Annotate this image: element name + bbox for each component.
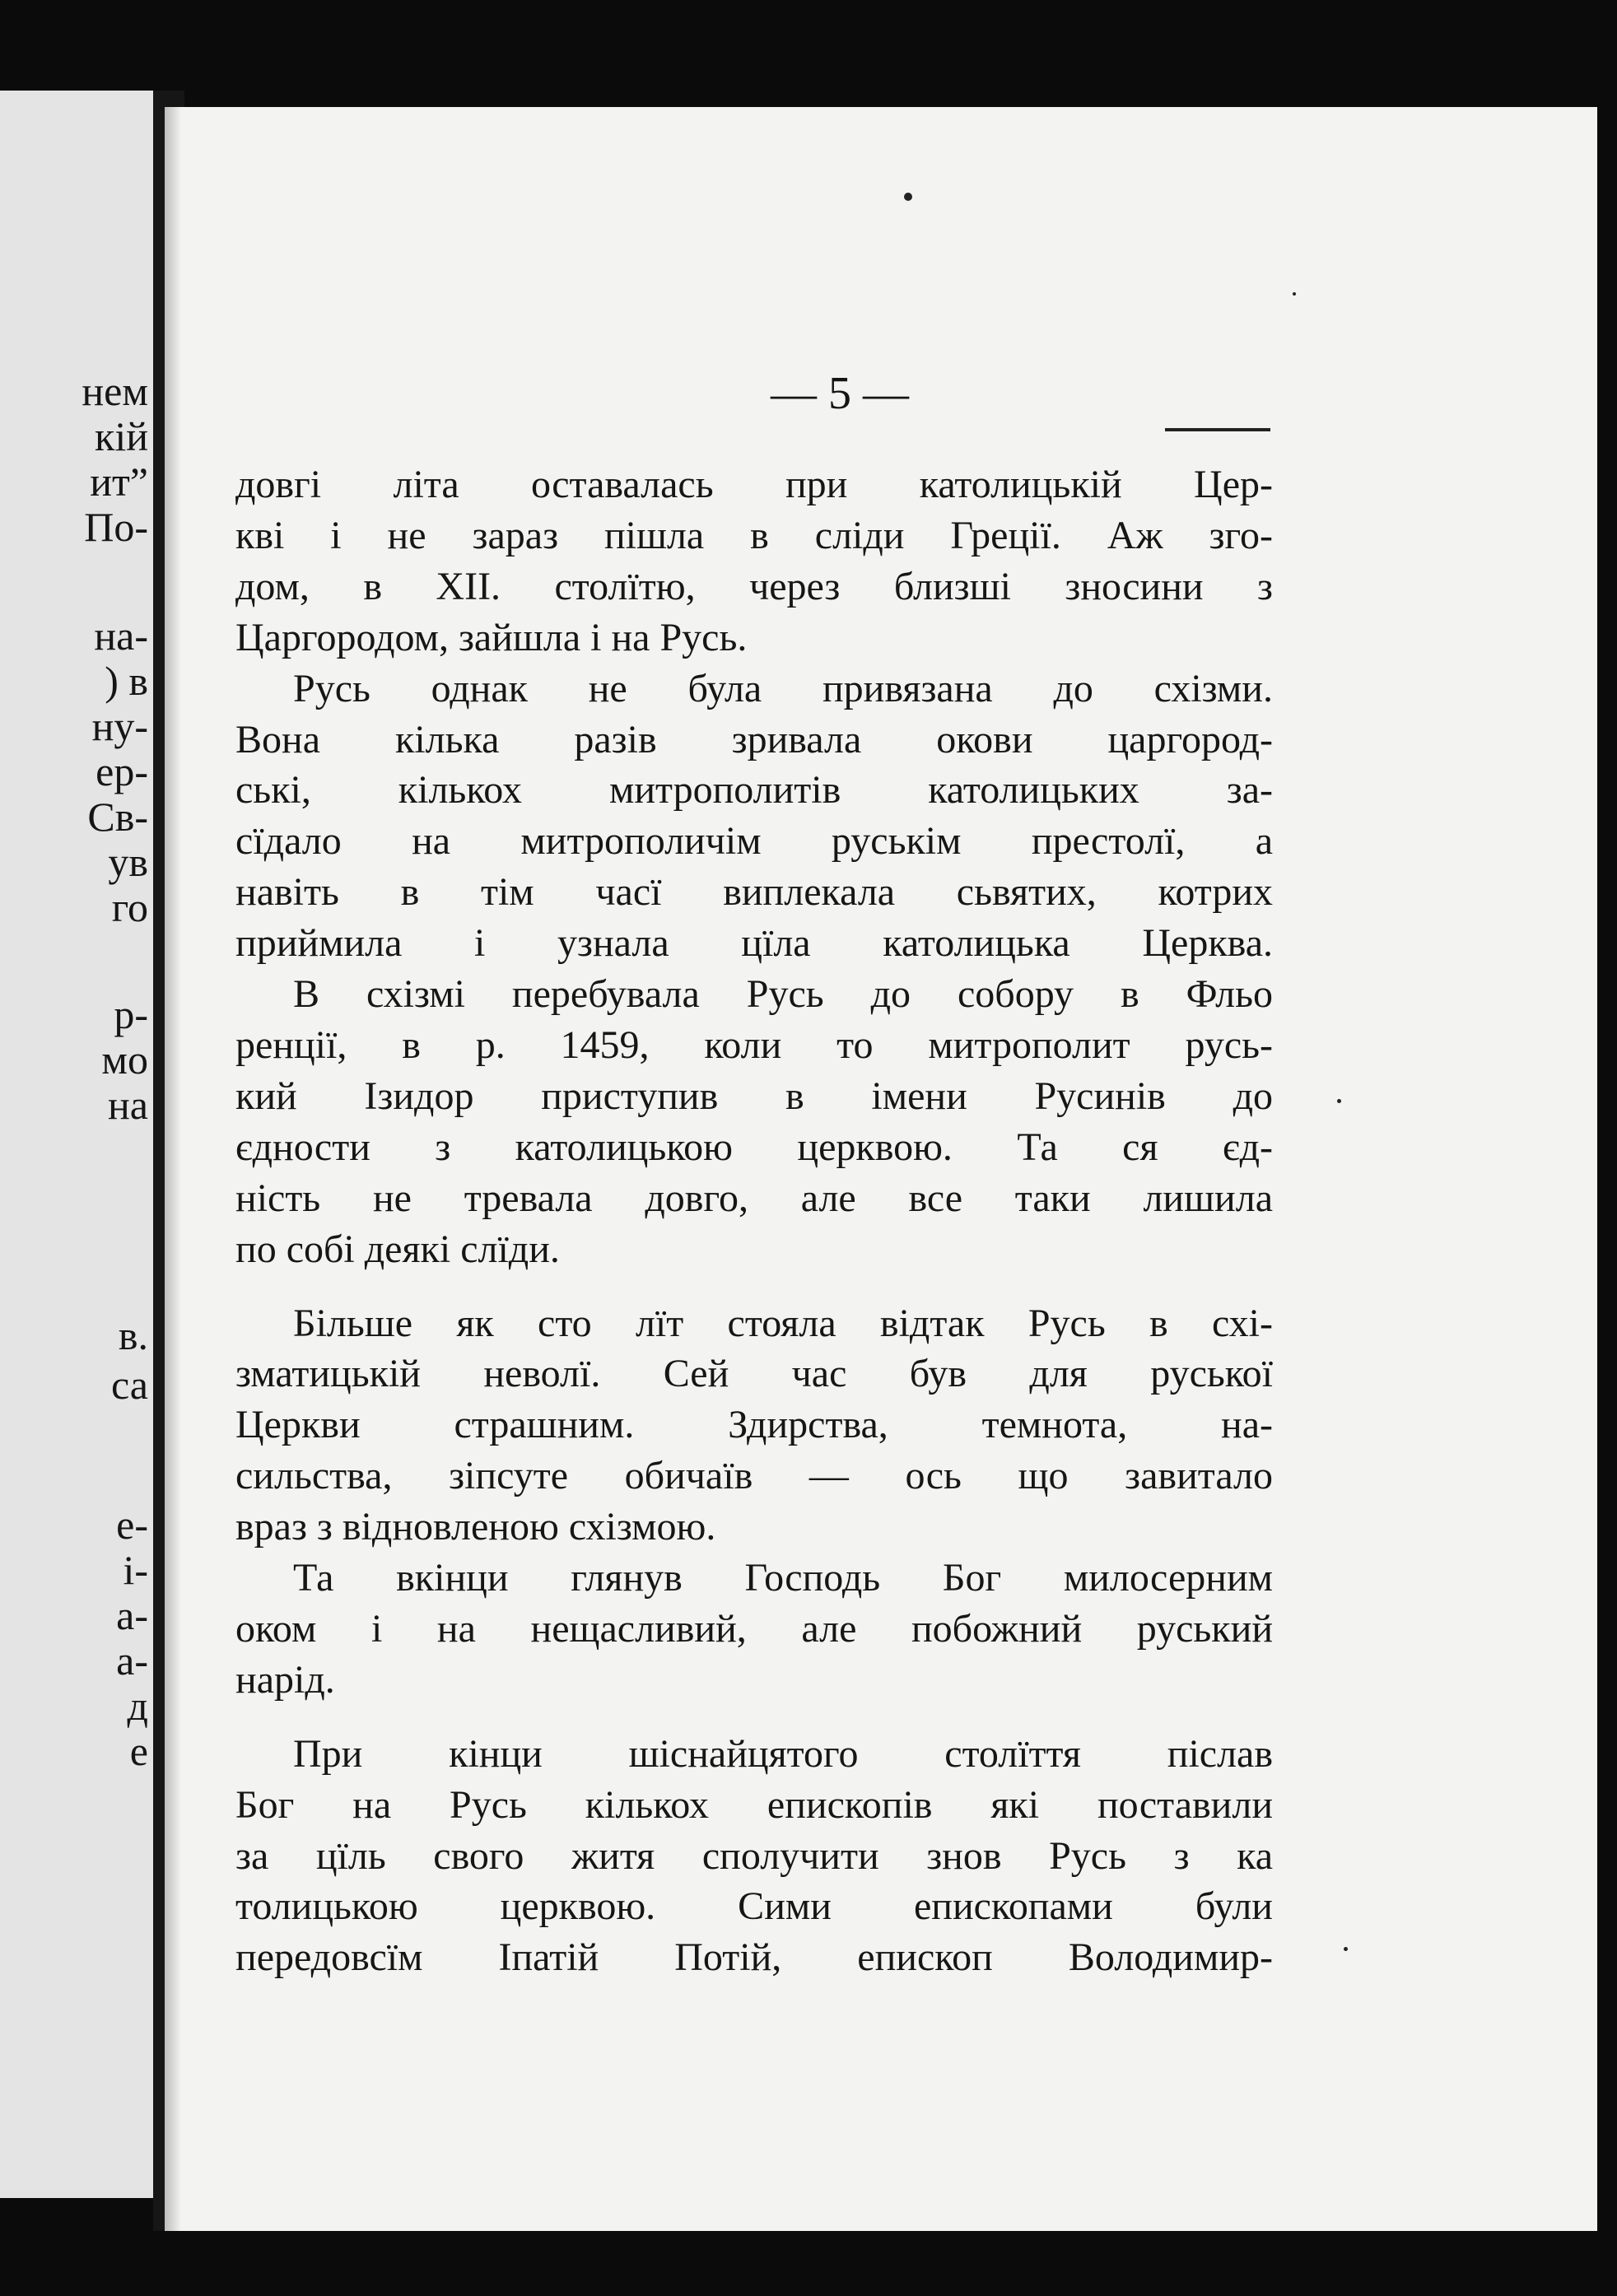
left-page-fragment: р- [114, 991, 148, 1037]
text-line: враз з відновленою схізмою. [235, 1505, 716, 1549]
text-line: ренції, в р. 1459, коли то митрополит русь- [235, 1022, 1273, 1067]
text-line: нарід. [235, 1657, 335, 1702]
left-page-fragment: ув [108, 839, 148, 885]
text-line: В схізмі перебувала Русь до собору в Фльо [293, 972, 1273, 1017]
left-page-fragment: ну- [91, 703, 148, 749]
page [165, 107, 1597, 2231]
paragraph [235, 664, 1273, 969]
left-page-fragment: ) в [105, 658, 148, 704]
text-line: передовсїм Іпатій Потій, епископ Володимир- [235, 1935, 1273, 1980]
text-line: кві і не зараз пішла в сліди Греції. Аж зго- [235, 513, 1273, 557]
text-line: приймила і узнала цїла католицька Церква. [235, 921, 1273, 966]
text-line: довгі літа оставалась при католицькій Цер- [235, 463, 1273, 506]
left-page-fragment: в. [118, 1312, 148, 1358]
left-page-fragment: ит” [90, 459, 148, 505]
left-page-text-fragments [0, 91, 153, 2198]
text-line: кий Ізидор приступив в імени Русинів до [235, 1073, 1273, 1118]
left-page-fragment: мо [101, 1036, 148, 1083]
text-line: оком і на нещасливий, але побожний руський [235, 1606, 1273, 1651]
paragraph [235, 1553, 1273, 1706]
text-line: Більше як сто лїт стояла відтак Русь в схі- [293, 1301, 1273, 1345]
text-line: Бог на Русь кількох епископів які поставили [235, 1782, 1273, 1827]
left-page-fragment: д [127, 1683, 148, 1729]
paragraph-gap [235, 1275, 1273, 1298]
left-page-fragment: на- [94, 612, 148, 659]
text-line: по собі деякі слїди. [235, 1227, 560, 1271]
left-page-fragment: на [108, 1082, 148, 1128]
text-line: сїдало на митрополичім руськім престолї, а [235, 819, 1273, 864]
header-rule [1165, 428, 1270, 431]
paragraph [235, 459, 1273, 664]
paragraph [235, 969, 1273, 1274]
text-line: Вона кілька разів зривала окови царгород- [235, 717, 1273, 761]
text-line: дом, в XII. столїтю, через близші зносини з [235, 564, 1273, 608]
left-page-fragment: ер- [96, 748, 148, 794]
paragraph [235, 1729, 1273, 1984]
text-line: навіть в тім часї виплекала сьвятих, котрих [235, 870, 1273, 915]
text-line: єдности з католицькою церквою. Та ся єд- [235, 1125, 1273, 1169]
body-text [235, 459, 1273, 1983]
left-page-fragment: е- [116, 1502, 148, 1548]
text-line: Церкви страшним. Здирства, темнота, на- [235, 1403, 1273, 1447]
left-page-edge [0, 91, 153, 2198]
text-line: Царгородом, зайшла і на Русь. [235, 615, 748, 659]
left-page-fragment: е [129, 1728, 148, 1774]
paper-speck [904, 193, 912, 201]
left-page-fragment: са [111, 1362, 148, 1408]
left-page-fragment: По- [84, 504, 148, 550]
left-page-fragment: а- [116, 1637, 148, 1684]
paper-speck [1337, 1099, 1341, 1103]
text-line: ські, кількох митрополитів католицьких за- [235, 768, 1273, 813]
text-line: Русь однак не була привязана до схізми. [293, 666, 1273, 710]
text-line: толицькою церквою. Сими епископами були [235, 1884, 1273, 1929]
left-page-fragment: нем [82, 368, 148, 414]
paper-speck [1344, 1947, 1348, 1951]
left-page-fragment: а- [116, 1592, 148, 1638]
page-number: — 5 — [771, 368, 909, 419]
left-page-fragment: го [111, 884, 148, 930]
text-line: При кінци шіснайцятого столїття післав [293, 1731, 1273, 1776]
spine-shadow [165, 107, 181, 2231]
text-line: за цїль свого житя сполучити знов Русь з ка [235, 1833, 1273, 1878]
text-line: зматицькій неволї. Сей час був для руської [235, 1352, 1273, 1396]
text-line: ність не тревала довго, але все таки лишила [235, 1176, 1273, 1220]
paragraph [235, 1298, 1273, 1553]
left-page-fragment: і- [123, 1547, 148, 1593]
left-page-fragment: Св- [87, 794, 148, 840]
left-page-fragment: кій [95, 413, 148, 459]
paragraph-gap [235, 1706, 1273, 1729]
paper-speck [1293, 292, 1296, 296]
text-line: Та вкінци глянув Господь Бог милосерним [293, 1556, 1273, 1600]
text-line: сильства, зіпсуте обичаїв — ось що завитало [235, 1454, 1273, 1498]
